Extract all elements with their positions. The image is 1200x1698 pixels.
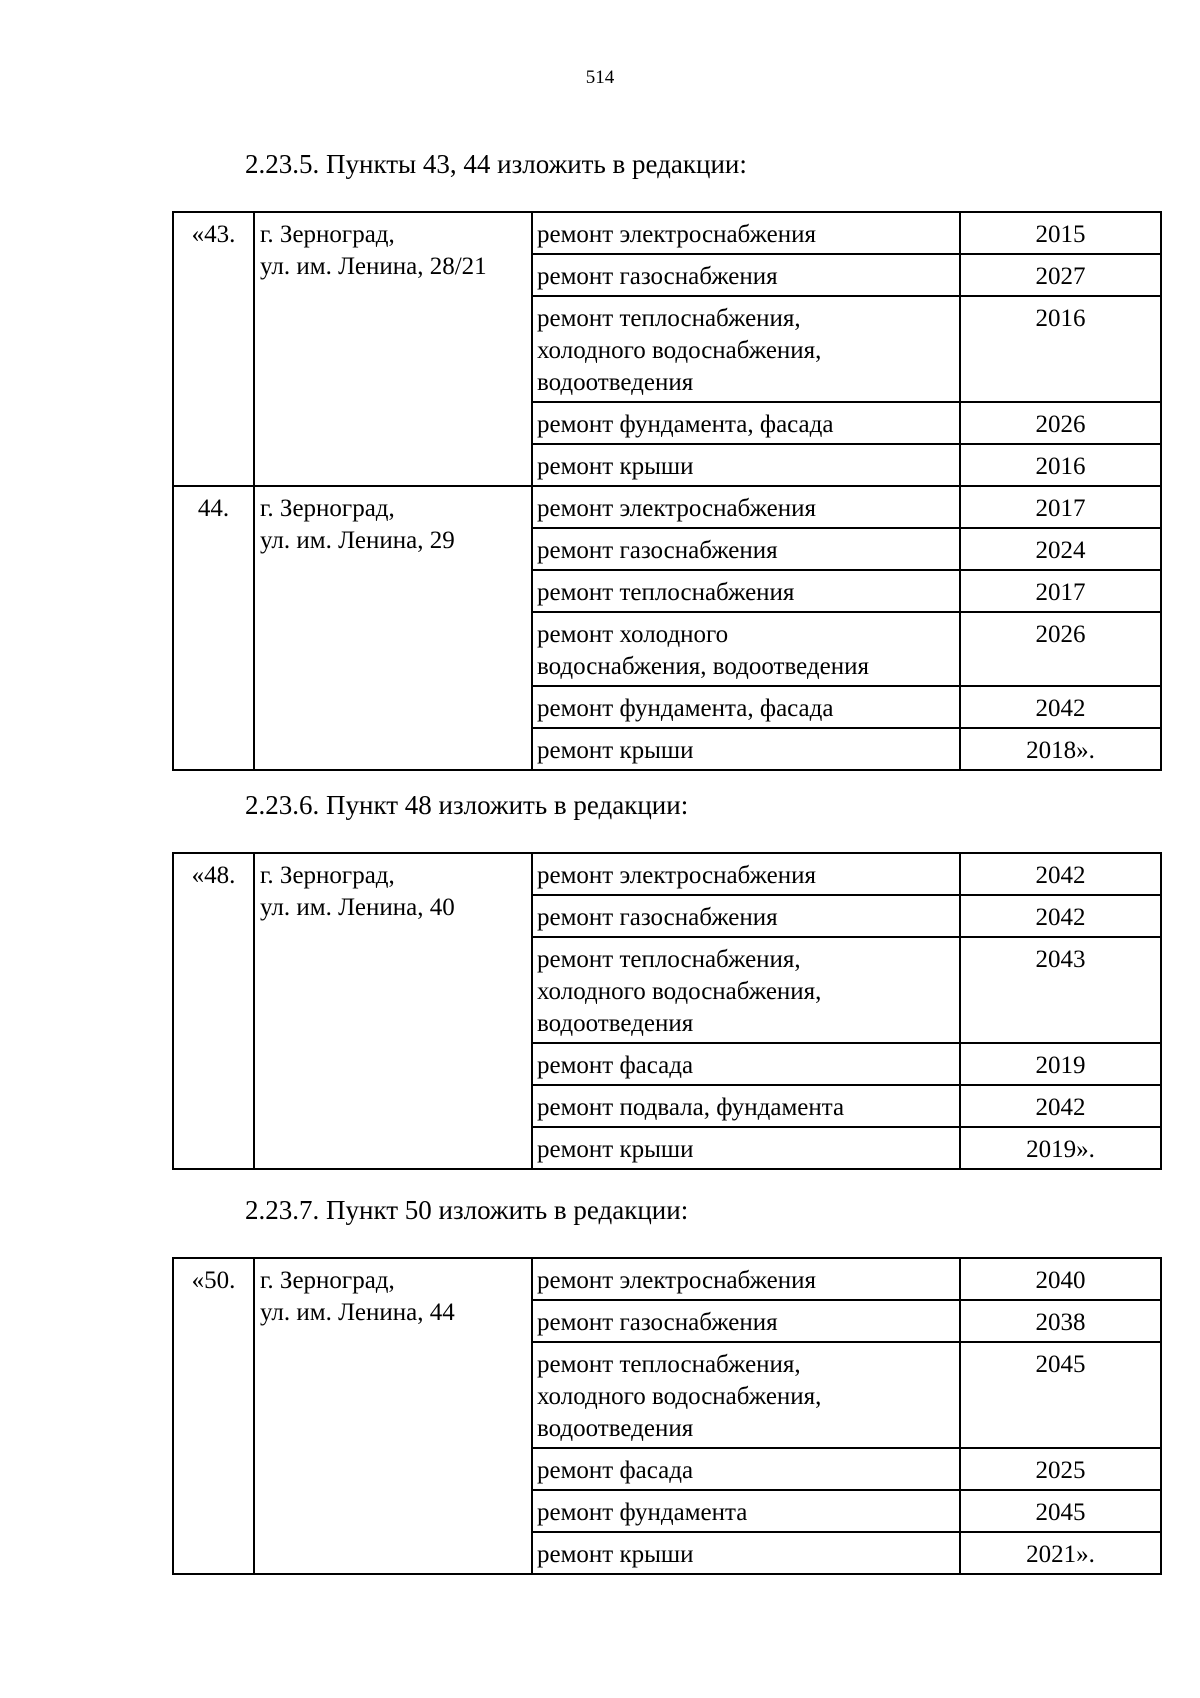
work-year: 2040 [960, 1258, 1161, 1300]
item-number: «48. [173, 853, 254, 1169]
work-year: 2043 [960, 937, 1161, 1043]
work-line: ремонт газоснабжения [537, 537, 778, 564]
work-type [532, 728, 960, 770]
work-line: ремонт теплоснабжения, [537, 305, 801, 332]
work-type [532, 1043, 960, 1085]
repair-schedule-table [172, 1257, 1162, 1575]
work-line: ремонт подвала, фундамента [537, 1094, 845, 1121]
work-type [532, 686, 960, 728]
item-address [254, 1258, 532, 1574]
work-year: 2025 [960, 1448, 1161, 1490]
work-line: ремонт электроснабжения [537, 221, 816, 248]
item-number: «50. [173, 1258, 254, 1574]
work-line: ремонт крыши [537, 1136, 694, 1163]
work-year: 2021». [960, 1532, 1161, 1574]
work-year: 2026 [960, 402, 1161, 444]
work-line: ремонт фундамента, фасада [537, 411, 834, 438]
work-type [532, 612, 960, 686]
work-type [532, 895, 960, 937]
repair-schedule-table [172, 852, 1162, 1170]
work-year: 2017 [960, 570, 1161, 612]
work-year: 2019 [960, 1043, 1161, 1085]
address-line: ул. им. Ленина, 40 [260, 894, 455, 921]
work-line: ремонт теплоснабжения [537, 579, 795, 606]
work-line: ремонт крыши [537, 1541, 694, 1568]
item-number: 44. [173, 486, 254, 770]
table-row [173, 212, 1161, 254]
work-type [532, 402, 960, 444]
work-line: ремонт фундамента [537, 1499, 748, 1526]
item-address [254, 853, 532, 1169]
work-line: ремонт электроснабжения [537, 1267, 816, 1294]
work-year: 2045 [960, 1342, 1161, 1448]
work-line: холодного водоснабжения, [537, 978, 822, 1005]
work-line: ремонт теплоснабжения, [537, 946, 801, 973]
work-line: ремонт электроснабжения [537, 862, 816, 889]
work-year: 2038 [960, 1300, 1161, 1342]
work-year: 2026 [960, 612, 1161, 686]
work-type [532, 570, 960, 612]
work-type [532, 212, 960, 254]
work-year: 2017 [960, 486, 1161, 528]
address-line: г. Зерноград, [260, 495, 395, 522]
work-year: 2042 [960, 895, 1161, 937]
work-line: водоотведения [537, 1415, 694, 1442]
item-number: «43. [173, 212, 254, 486]
work-type [532, 1448, 960, 1490]
work-line: ремонт газоснабжения [537, 263, 778, 290]
work-year: 2016 [960, 296, 1161, 402]
work-line: ремонт крыши [537, 737, 694, 764]
work-type [532, 528, 960, 570]
work-type [532, 1258, 960, 1300]
work-type [532, 1342, 960, 1448]
work-line: водоотведения [537, 369, 694, 396]
work-line: ремонт крыши [537, 453, 694, 480]
work-type [532, 1127, 960, 1169]
table-row [173, 486, 1161, 528]
work-line: ремонт газоснабжения [537, 1309, 778, 1336]
work-year: 2042 [960, 1085, 1161, 1127]
work-line: ремонт электроснабжения [537, 495, 816, 522]
work-type [532, 1085, 960, 1127]
work-type [532, 1300, 960, 1342]
section-heading: 2.23.5. Пункты 43, 44 изложить в редакции: [245, 149, 747, 179]
work-type [532, 1490, 960, 1532]
work-type [532, 254, 960, 296]
work-line: ремонт теплоснабжения, [537, 1351, 801, 1378]
work-line: водоснабжения, водоотведения [537, 653, 869, 680]
work-line: ремонт холодного [537, 621, 729, 648]
section-heading: 2.23.7. Пункт 50 изложить в редакции: [245, 1195, 689, 1225]
work-type [532, 296, 960, 402]
work-year: 2045 [960, 1490, 1161, 1532]
address-line: г. Зерноград, [260, 221, 395, 248]
work-type [532, 1532, 960, 1574]
work-year: 2024 [960, 528, 1161, 570]
work-year: 2042 [960, 853, 1161, 895]
address-line: ул. им. Ленина, 44 [260, 1299, 455, 1326]
work-line: холодного водоснабжения, [537, 337, 822, 364]
item-address [254, 212, 532, 486]
work-type [532, 853, 960, 895]
repair-schedule-table [172, 211, 1162, 771]
work-line: ремонт фундамента, фасада [537, 695, 834, 722]
address-line: ул. им. Ленина, 28/21 [260, 253, 487, 280]
work-line: ремонт фасада [537, 1052, 694, 1079]
work-type [532, 444, 960, 486]
work-year: 2016 [960, 444, 1161, 486]
work-year: 2019». [960, 1127, 1161, 1169]
table-row [173, 853, 1161, 895]
work-line: ремонт газоснабжения [537, 904, 778, 931]
address-line: г. Зерноград, [260, 862, 395, 889]
work-line: холодного водоснабжения, [537, 1383, 822, 1410]
work-type [532, 486, 960, 528]
work-year: 2042 [960, 686, 1161, 728]
address-line: ул. им. Ленина, 29 [260, 527, 455, 554]
work-line: водоотведения [537, 1010, 694, 1037]
address-line: г. Зерноград, [260, 1267, 395, 1294]
page-number: 514 [585, 67, 615, 88]
work-line: ремонт фасада [537, 1457, 694, 1484]
work-type [532, 937, 960, 1043]
work-year: 2018». [960, 728, 1161, 770]
section-heading: 2.23.6. Пункт 48 изложить в редакции: [245, 790, 689, 820]
work-year: 2015 [960, 212, 1161, 254]
item-address [254, 486, 532, 770]
work-year: 2027 [960, 254, 1161, 296]
table-row [173, 1258, 1161, 1300]
